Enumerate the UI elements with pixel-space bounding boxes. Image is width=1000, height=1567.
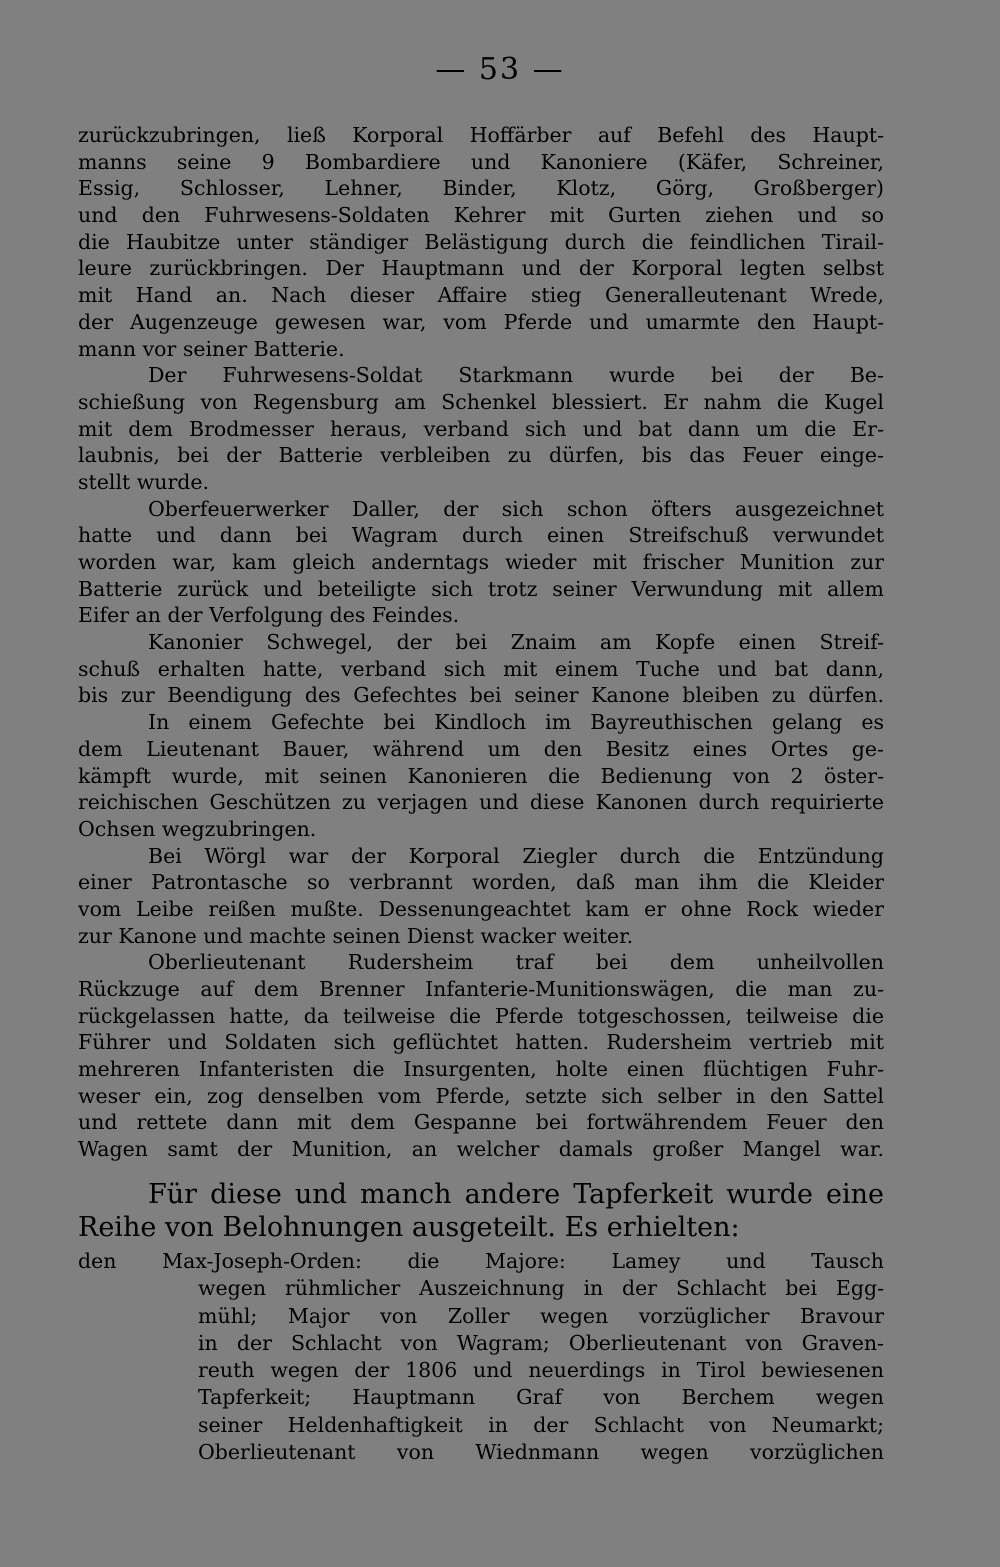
- text-line: schuß erhalten hatte, verband sich mit einem Tuche und bat dann,: [78, 656, 884, 681]
- text-line: Führer und Soldaten sich geflüchtet hatten. Rudersheim vertrieb mit: [78, 1030, 884, 1055]
- heading-line: Für diese und manch andere Tapferkeit wurde eine: [148, 1179, 884, 1210]
- text-line: zurückzubringen, ließ Korporal Hoffärber auf Befehl des Haupt-: [78, 123, 884, 147]
- paragraph-start-line: Oberlieutenant Rudersheim traf bei dem unheilvollen: [148, 950, 884, 975]
- paragraph-start-line: Kanonier Schwegel, der bei Znaim am Kopfe einen Streif-: [148, 630, 884, 655]
- text-line: der Augenzeuge gewesen war, vom Pferde und umarmte den Haupt-: [78, 309, 884, 334]
- text-line: Rückzuge auf dem Brenner Infanterie-Munitionswägen, die man zu-: [78, 977, 884, 1001]
- text-line: stellt wurde.: [78, 469, 210, 494]
- list-item-line: reuth wegen der 1806 und neuerdings in Tirol bewiesenen: [198, 1358, 884, 1383]
- text-line: Eifer an der Verfolgung des Feindes.: [78, 603, 460, 628]
- award-list: [78, 1248, 884, 1466]
- text-line: laubnis, bei der Batterie verbleiben zu dürfen, bis das Feuer einge-: [78, 443, 884, 468]
- section-heading: [78, 1178, 884, 1244]
- list-item-line: Tapferkeit; Hauptmann Graf von Berchem wegen: [198, 1385, 884, 1410]
- text-line: worden war, kam gleich anderntags wieder mit frischer Munition zur: [78, 550, 884, 574]
- heading-line: Reihe von Belohnungen ausgeteilt. Es erhielten:: [78, 1212, 740, 1243]
- text-line: Ochsen wegzubringen.: [78, 816, 317, 841]
- list-item-line: Oberlieutenant von Wiednmann wegen vorzüglichen: [198, 1440, 884, 1465]
- text-line: weser ein, zog denselben vom Pferde, setzte sich selber in den Sattel: [78, 1083, 884, 1108]
- text-line: zur Kanone und machte seinen Dienst wacker weiter.: [78, 923, 634, 948]
- text-line: vom Leibe reißen mußte. Dessenungeachtet kam er ohne Rock wieder: [78, 896, 884, 921]
- paragraph-start-line: Oberfeuerwerker Daller, der sich schon öfters ausgezeichnet: [148, 496, 884, 521]
- list-item-line: in der Schlacht von Wagram; Oberlieutenant von Graven-: [198, 1330, 884, 1355]
- text-line: rückgelassen hatte, da teilweise die Pferde totgeschossen, teilweise die: [78, 1003, 884, 1028]
- text-line: manns seine 9 Bombardiere und Kanoniere (Käfer, Schreiner,: [78, 149, 884, 174]
- text-line: und rettete dann mit dem Gespanne bei fortwährendem Feuer den: [78, 1110, 884, 1135]
- list-item-line: den Max-Joseph-Orden: die Majore: Lamey und Tausch: [78, 1249, 884, 1273]
- text-line: kämpft wurde, mit seinen Kanonieren die Bedienung von 2 öster-: [78, 763, 884, 788]
- text-line: reichischen Geschützen zu verjagen und diese Kanonen durch requirierte: [78, 790, 884, 815]
- text-line: die Haubitze unter ständiger Belästigung durch die feindlichen Tirail-: [78, 229, 884, 254]
- text-line: Batterie zurück und beteiligte sich trotz seiner Verwundung mit allem: [78, 576, 884, 601]
- page-number: — 53 —: [435, 52, 565, 87]
- text-line: mann vor seiner Batterie.: [78, 336, 345, 361]
- list-item-line: wegen rühmlicher Auszeichnung in der Schlacht bei Egg-: [198, 1276, 884, 1301]
- text-line: leure zurückbringen. Der Hauptmann und der Korporal legten selbst: [78, 256, 884, 281]
- text-line: bis zur Beendigung des Gefechtes bei seiner Kanone bleiben zu dürfen.: [78, 683, 884, 708]
- paragraph-start-line: Der Fuhrwesens-Soldat Starkmann wurde bei der Be-: [148, 363, 884, 388]
- paragraph-start-line: Bei Wörgl war der Korporal Ziegler durch die Entzündung: [148, 843, 884, 868]
- body-text: [78, 122, 884, 1163]
- text-line: schießung von Regensburg am Schenkel blessiert. Er nahm die Kugel: [78, 389, 884, 414]
- list-item-line: seiner Heldenhaftigkeit in der Schlacht von Neumarkt;: [198, 1412, 884, 1437]
- text-line: mehreren Infanteristen die Insurgenten, holte einen flüchtigen Fuhr-: [78, 1057, 884, 1082]
- paragraph-start-line: In einem Gefechte bei Kindloch im Bayreuthischen gelang es: [148, 710, 884, 735]
- text-line: Wagen samt der Munition, an welcher damals großer Mangel war.: [78, 1137, 884, 1162]
- text-line: mit Hand an. Nach dieser Affaire stieg Generalleutenant Wrede,: [78, 283, 884, 308]
- text-line: mit dem Brodmesser heraus, verband sich und bat dann um die Er-: [78, 416, 884, 441]
- text-line: und den Fuhrwesens-Soldaten Kehrer mit Gurten ziehen und so: [78, 203, 884, 228]
- text-line: hatte und dann bei Wagram durch einen Streifschuß verwundet: [78, 523, 884, 548]
- text-line: dem Lieutenant Bauer, während um den Besitz eines Ortes ge-: [78, 736, 884, 761]
- list-item-line: mühl; Major von Zoller wegen vorzüglicher Bravour: [198, 1303, 884, 1328]
- text-line: einer Patrontasche so verbrannt worden, daß man ihm die Kleider: [78, 870, 884, 895]
- text-line: Essig, Schlosser, Lehner, Binder, Klotz, Görg, Großberger): [78, 176, 884, 201]
